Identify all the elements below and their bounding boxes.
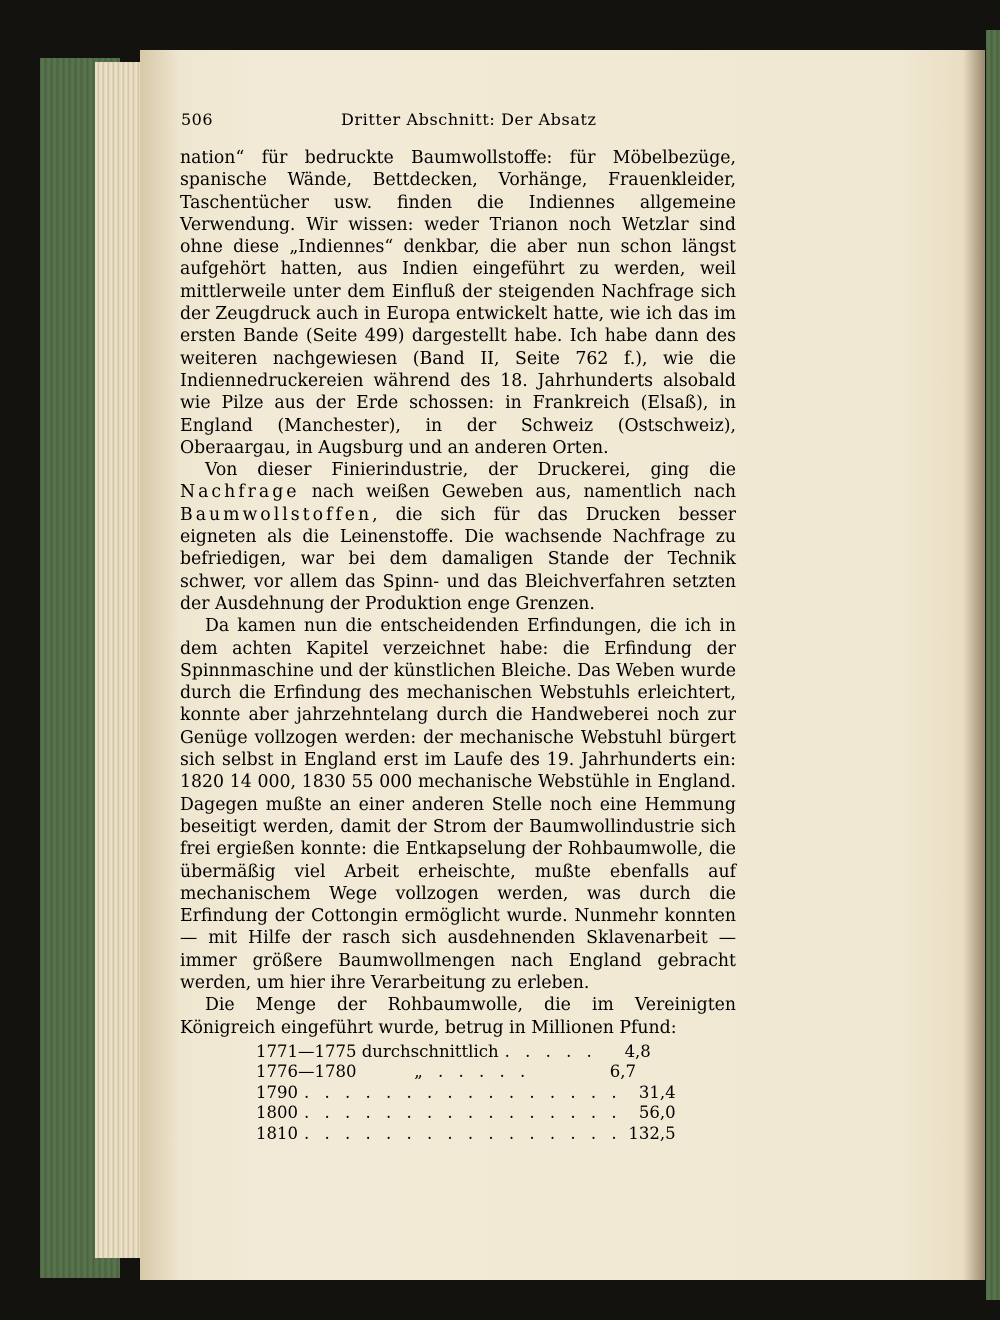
table-leader: . . . . . . . . . . . . . . . . [304, 1082, 622, 1102]
table-value: 31,4 [638, 1082, 676, 1102]
table-row [256, 1103, 676, 1124]
table-row [256, 1082, 676, 1104]
paragraph-2 [180, 459, 736, 615]
paragraph-text: , die sich für das Drucken besser eigneten als die Leinenstoffe. Die wachsende Nachfrage zu befriedigen, war bei dem damaligen Stande der Technik schwer, vor allem das Spinn- und das Bleichverfahren setzten der Ausdehnung der Produktion enge Grenzen. [180, 504, 736, 614]
paragraph-text: Da kamen nun die entscheidenden Erfindungen, die ich in dem achten Kapitel verzeichnet habe: die Erfindung der Spinnmaschine und der künstlichen Bleiche. Das Weben wurde durch die Erfindung des mechanischen Webstuhls erleichtert, konnte aber jahrzehntelang durch die Handweberei noch zur Genüge vollzogen werden: der mechanische Webstuhl bürgert sich selbst in England erst im Laufe des 19. Jahrhunderts ein: 1820 14 000, 1830 55 000 mechanische Webstühle in England. Dagegen mußte an einer anderen Stelle noch eine Hemmung beseitigt werden, damit der Strom der Baumwollindustrie sich frei ergießen konnte: die Entkapselung der Rohbaumwolle, die übermäßig viel Arbeit erheischte, mußte ebenfalls auf mechanischem Wege vollzogen werden, was durch die Erfindung der Cottongin ermöglicht wurde. Nunmehr konnten — mit Hilfe der rasch sich ausdehnenden Sklavenarbeit — immer größere Baumwollmengen nach England gebracht werden, um hier ihre Verarbeitung zu erleben. [180, 616, 736, 993]
table-period: 1776—1780 [256, 1062, 357, 1082]
paragraph-text: nation“ für bedruckte Baumwollstoffe: für Möbelbezüge, spanische Wände, Bettdecken, Vorhänge, Frauenkleider, Taschentücher usw. finden die Indiennes allgemeine Verwendung. Wir wissen: weder Trianon noch Wetzlar sind ohne diese „Indiennes“ denkbar, die aber nun schon längst aufgehört hatten, aus Indien eingeführt zu werden, weil mittlerweile unter dem Einfluß der steigenden Nachfrage sich der Zeugdruck auch in Europa entwickelt hatte, wie ich das im ersten Bande (Seite 499) dargestellt habe. Ich habe dann des weiteren nachgewiesen (Band II, Seite 762 f.), wie die Indiennedruckereien während des 18. Jahrhunderts alsobald wie Pilze aus der Erde schossen: in Frankreich (Elsaß), in England (Manchester), in der Schweiz (Ostschweiz), Oberaargau, in Augsburg und an anderen Orten. [180, 148, 736, 458]
emphasis-baumwollstoffen: Baumwollstoffen [180, 504, 373, 525]
paragraph-1 [180, 147, 736, 459]
table-row [256, 1123, 676, 1145]
cotton-import-table [256, 1041, 676, 1145]
paragraph-4 [180, 994, 736, 1039]
page-number: 506 [181, 110, 214, 129]
table-leader: . . . . . . . . . . . . . . . . [304, 1103, 622, 1123]
paragraph-3 [180, 615, 736, 994]
table-leader: „ . . . . . [414, 1062, 531, 1082]
page-gutter-shadow [963, 50, 985, 1280]
paragraph-text: Die Menge der Rohbaumwolle, die im Vereinigten Königreich eingeführt wurde, betrug in Millionen Pfund: [180, 995, 736, 1038]
paragraph-text: nach weißen Geweben aus, namentlich nach [299, 482, 736, 503]
emphasis-nachfrage: Nachfrage [180, 482, 300, 503]
table-value: 6,7 [609, 1062, 636, 1082]
table-period: 1810 [256, 1123, 298, 1143]
table-row [256, 1062, 636, 1083]
table-value: 132,5 [628, 1123, 676, 1143]
page-body [180, 147, 736, 1144]
table-value: 4,8 [624, 1041, 651, 1061]
running-header [181, 110, 701, 136]
paragraph-text: Von dieser Finierindustrie, der Druckerei, ging die [205, 460, 736, 481]
running-title: Dritter Abschnitt: Der Absatz [341, 110, 597, 129]
table-period: 1771—1775 durchschnittlich [256, 1041, 499, 1061]
table-leader: . . . . . [504, 1041, 597, 1061]
table-leader: . . . . . . . . . . . . . . . . [304, 1123, 622, 1143]
table-period: 1800 [256, 1103, 298, 1123]
table-value: 56,0 [638, 1103, 676, 1123]
table-period: 1790 [256, 1082, 298, 1102]
table-row [256, 1041, 651, 1063]
book-cover-right [986, 30, 1000, 1300]
